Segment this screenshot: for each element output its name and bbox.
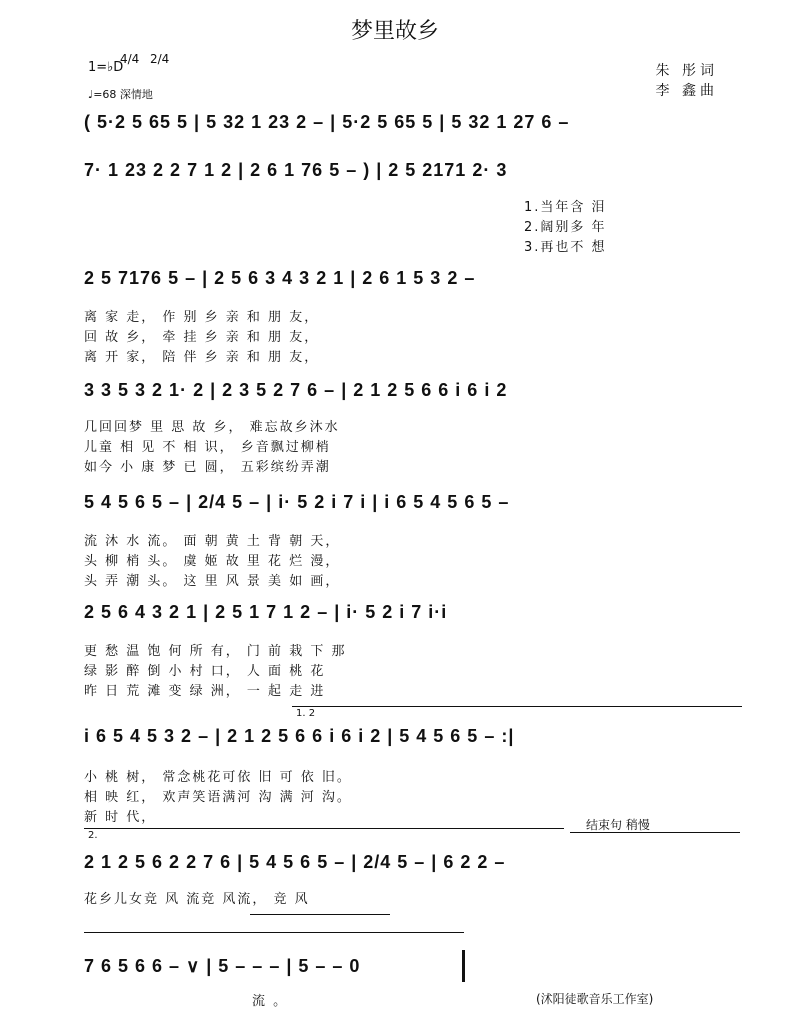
lyrics-b-2: 儿童 相 见 不 相 识， 乡音飘过柳梢 [84,440,331,455]
ending-bracket [570,832,740,833]
lyrics-a-2: 回 故 乡， 牵 挂 乡 亲 和 朋 友， [84,330,320,345]
score-row-5: 5 4 5 6 5 – | 2/4 5 – | i· 5 2 i 7 i | i 6 5 4 5 6 5 – [84,492,510,512]
key-signature: 1=♭D [88,60,124,75]
score-row-4: 3 3 5 3 2 1· 2 | 2 3 5 2 7 6 – | 2 1 2 5 6 6 i 6 i 2 [84,380,508,400]
volta-2-bracket [84,828,564,829]
score-row-6: 2 5 6 4 3 2 1 | 2 5 1 7 1 2 – | i· 5 2 i 7 i·i [84,602,448,622]
lyrics-e-1: 小 桃 树， 常念桃花可依 旧 可 依 旧。 [84,770,352,785]
lyrics-e-2: 相 映 红， 欢声笑语满河 沟 满 河 沟。 [84,790,352,805]
studio-credit: (沭阳徒歌音乐工作室) [536,992,654,1006]
final-barline [462,950,465,982]
lyrics-a-3: 离 开 家， 陪 伴 乡 亲 和 朋 友， [84,350,320,365]
score-row-1: ( 5·2 5 65 5 | 5 32 1 23 2 – | 5·2 5 65 5 | 5 32 1 27 6 – [84,112,570,132]
score-row-7: i 6 5 4 5 3 2 – | 2 1 2 5 6 6 i 6 i 2 | 5 4 5 6 5 – :| [84,726,515,746]
slur-line-2 [84,932,464,933]
lyrics-c-2: 头 柳 梢 头。 虞 姬 故 里 花 烂 漫， [84,554,341,569]
lyrics-b-1: 几回回梦 里 思 故 乡， 难忘故乡沐水 [84,420,340,435]
lyrics-c-3: 头 弄 潮 头。 这 里 风 景 美 如 画， [84,574,341,589]
verse-intro-3: 3.再也不 想 [524,240,607,255]
tempo-marking: ♩=68 深情地 [88,88,153,101]
lyrics-c-1: 流 沐 水 流。 面 朝 黄 土 背 朝 天， [84,534,341,549]
page-title: 梦里故乡 [350,19,439,44]
score-row-2: 7· 1 23 2 2 7 1 2 | 2 6 1 76 5 – ) | 2 5 2171 2· 3 [84,160,508,180]
volta-1-label: 1. 2 [296,708,316,719]
lyricist-credit: 朱 彤词 [655,63,718,79]
lyrics-e-3: 新 时 代， [84,810,157,825]
time-signature-1: 4/4 [120,52,140,66]
lyrics-g: 流 。 [252,994,289,1009]
lyrics-a-1: 离 家 走， 作 别 乡 亲 和 朋 友， [84,310,320,325]
score-row-9: 7 6 5 6 6 – ∨ | 5 – – – | 5 – – 0 [84,956,361,976]
score-row-3: 2 5 7176 5 – | 2 5 6 3 4 3 2 1 | 2 6 1 5 3 2 – [84,268,476,288]
verse-intro-2: 2.阔别多 年 [524,220,607,235]
verse-intro-1: 1.当年含 泪 [524,200,607,215]
ending-label: 结束句 稍慢 [586,818,650,832]
volta-1-bracket [292,706,742,707]
lyrics-f: 花乡儿女竞 风 流竞 风流， 竞 风 [84,892,310,907]
lyrics-b-3: 如今 小 康 梦 已 圆， 五彩缤纷弄潮 [84,460,331,475]
lyrics-d-1: 更 愁 温 饱 何 所 有， 门 前 栽 下 那 [84,644,347,659]
composer-credit: 李 鑫曲 [655,83,718,99]
time-signature-2: 2/4 [150,52,170,66]
score-row-8: 2 1 2 5 6 2 2 7 6 | 5 4 5 6 5 – | 2/4 5 – | 6 2 2 – [84,852,506,872]
lyrics-d-2: 绿 影 醉 倒 小 村 口， 人 面 桃 花 [84,664,326,679]
volta-2-label: 2. [88,830,98,841]
slur-line-1 [250,914,390,915]
lyrics-d-3: 昨 日 荒 滩 变 绿 洲， 一 起 走 进 [84,684,326,699]
